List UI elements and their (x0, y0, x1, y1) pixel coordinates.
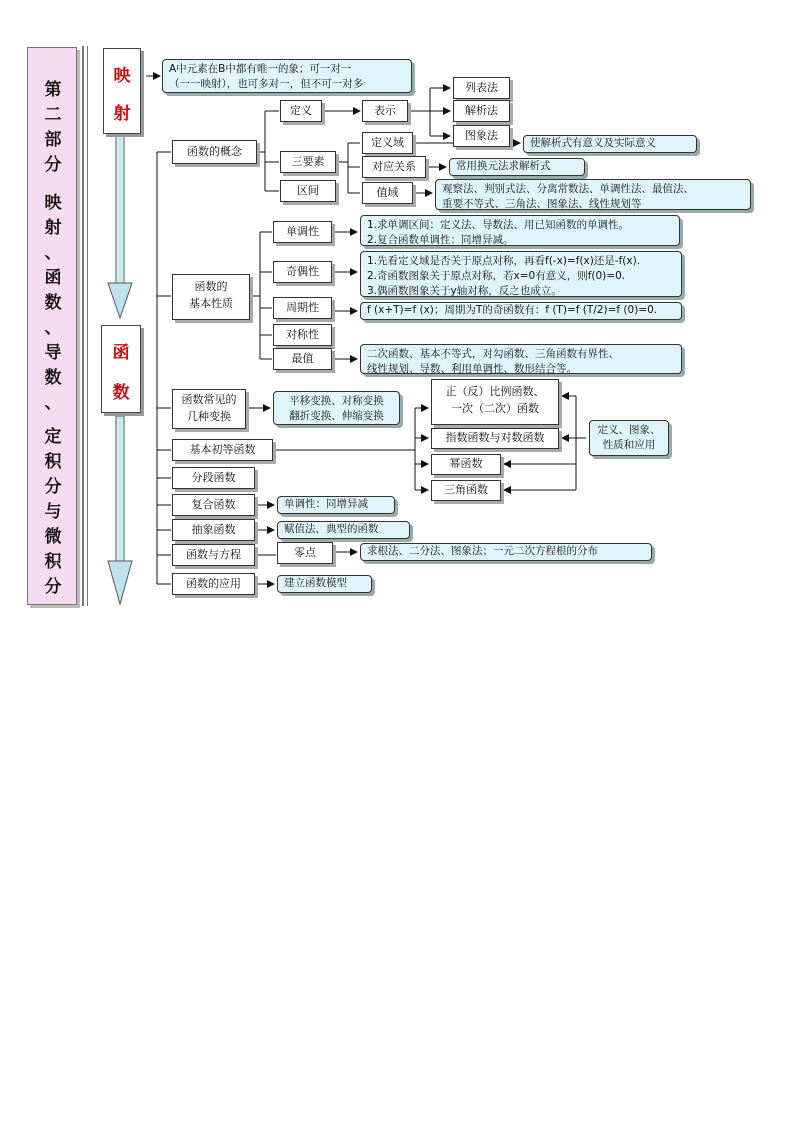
zero-node: 零点 (277, 542, 333, 564)
domain-note: 使解析式有意义及实际意义 (523, 135, 697, 153)
mapping-box-char: 映 (113, 66, 131, 86)
note-line: 3.偶函数图象关于y轴对称，反之也成立。 (367, 285, 562, 298)
equation-node: 函数与方程 (172, 544, 255, 566)
sidebar-char: 分 (44, 577, 62, 597)
sidebar-char: 射 (44, 218, 62, 238)
elementary-functions-node: 基本初等函数 (172, 439, 273, 461)
interval-node: 区间 (280, 180, 336, 202)
three-elements-node: 三要素 (280, 151, 336, 173)
note-line: 重要不等式、三角法、图象法、线性规划等 (442, 198, 642, 211)
abstract-note: 赋值法，典型的函数 (277, 521, 410, 539)
function-box-char: 数 (112, 383, 130, 403)
note-line: （一一映射），也可多对一，但不可一对多 (169, 78, 364, 91)
note-line: 2.奇函数图象关于原点对称，若x=0有意义，则f(0)=0. (367, 270, 626, 283)
sidebar-char: 映 (44, 193, 62, 213)
transforms-label-line: 函数常见的 (181, 393, 237, 406)
sidebar-char: 积 (44, 452, 62, 472)
sidebar-char: 数 (44, 293, 62, 313)
node-line: 一次（二次）函数 (451, 401, 539, 415)
correspondence-note: 常用换元法求解析式 (449, 158, 585, 176)
sidebar-char: 导 (44, 343, 62, 363)
note-line: 线性规划、导数、利用单调性、数形结合等。 (367, 363, 577, 376)
divider-line (82, 46, 84, 606)
chapter-title-sidebar (27, 47, 77, 605)
periodicity-node: 周期性 (273, 297, 332, 319)
mapping-box-char: 射 (113, 104, 131, 124)
transforms-label-line: 几种变换 (187, 409, 231, 423)
sidebar-char: 积 (44, 552, 62, 572)
method-node: 图象法 (453, 125, 510, 147)
monotonicity-node: 单调性 (273, 221, 332, 243)
parity-node: 奇偶性 (273, 261, 332, 283)
note-line: 平移变换、对称变换 (289, 395, 384, 407)
method-node: 列表法 (453, 77, 510, 99)
domain-node: 定义域 (362, 132, 413, 154)
parity-note (360, 251, 682, 297)
application-node: 函数的应用 (172, 573, 255, 595)
note-line: 翻折变换、伸缩变换 (289, 410, 384, 423)
proportional-functions-node (431, 379, 559, 425)
method-node: 解析法 (453, 100, 510, 122)
sidebar-char: 、 (44, 393, 62, 413)
transforms-note (273, 391, 400, 425)
note-line: 性质和应用 (602, 439, 656, 452)
note-line: 2.复合函数单调性：同增异减。 (367, 234, 514, 247)
sidebar-char: 微 (44, 527, 62, 547)
mapping-box (103, 48, 141, 134)
mapping-definition-note (162, 59, 412, 93)
composite-note: 单调性：同增异减 (277, 496, 395, 514)
note-line: A中元素在B中都有唯一的象；可一对一 (169, 63, 352, 75)
application-note: 建立函数模型 (277, 575, 372, 593)
monotonicity-note (360, 215, 680, 246)
note-line: 观察法、判别式法、分离常数法、单调性法、最值法、 (442, 183, 694, 195)
exp-log-functions-node: 指数函数与对数函数 (431, 428, 559, 449)
power-function-node: 幂函数 (431, 454, 501, 475)
definition-node: 定义 (280, 100, 322, 122)
extremum-note (360, 344, 682, 374)
abstract-node: 抽象函数 (172, 519, 255, 541)
sidebar-char: 分 (44, 155, 62, 175)
properties-node (172, 274, 250, 320)
composite-node: 复合函数 (172, 494, 255, 516)
concept-node: 函数的概念 (172, 140, 257, 164)
piecewise-node: 分段函数 (172, 467, 255, 489)
properties-label-line: 基本性质 (189, 296, 233, 310)
sidebar-char: 函 (44, 268, 62, 288)
node-line: 正（反）比例函数、 (445, 385, 545, 398)
symmetry-node: 对称性 (273, 324, 332, 346)
note-line: 二次函数、基本不等式，对勾函数、三角函数有界性、 (367, 348, 619, 360)
equation-note: 求根法、二分法、图象法；一元二次方程根的分布 (360, 543, 652, 561)
periodicity-note: f (x+T)=f (x)；周期为T的奇函数有：f (T)=f (T/2)=f (0)=0. (360, 302, 682, 320)
representation-node: 表示 (362, 100, 408, 122)
extremum-node: 最值 (273, 348, 332, 370)
note-line: 1.求单调区间：定义法、导数法、用已知函数的单调性。 (367, 219, 630, 231)
trig-function-node: 三角函数 (431, 480, 501, 501)
sidebar-char: 、 (44, 243, 62, 263)
elementary-side-note (589, 420, 669, 456)
function-box-char: 函 (112, 343, 130, 363)
function-box (101, 325, 141, 413)
properties-label-line: 函数的 (194, 280, 228, 293)
sidebar-char: 二 (44, 105, 62, 125)
sidebar-char: 、 (44, 318, 62, 338)
note-line: 1.先看定义域是否关于原点对称，再看f(-x)=f(x)还是-f(x). (367, 255, 641, 267)
sidebar-char: 数 (44, 368, 62, 388)
correspondence-node: 对应关系 (362, 156, 426, 178)
range-node: 值域 (362, 182, 413, 204)
divider-line (87, 46, 88, 606)
sidebar-char: 第 (44, 80, 62, 100)
note-line: 定义、图象、 (597, 424, 661, 436)
sidebar-char: 部 (44, 130, 62, 150)
transforms-node (172, 389, 246, 429)
sidebar-char: 分 (44, 477, 62, 497)
range-note (435, 179, 751, 210)
sidebar-char: 定 (44, 427, 62, 447)
sidebar-char: 与 (44, 502, 62, 522)
